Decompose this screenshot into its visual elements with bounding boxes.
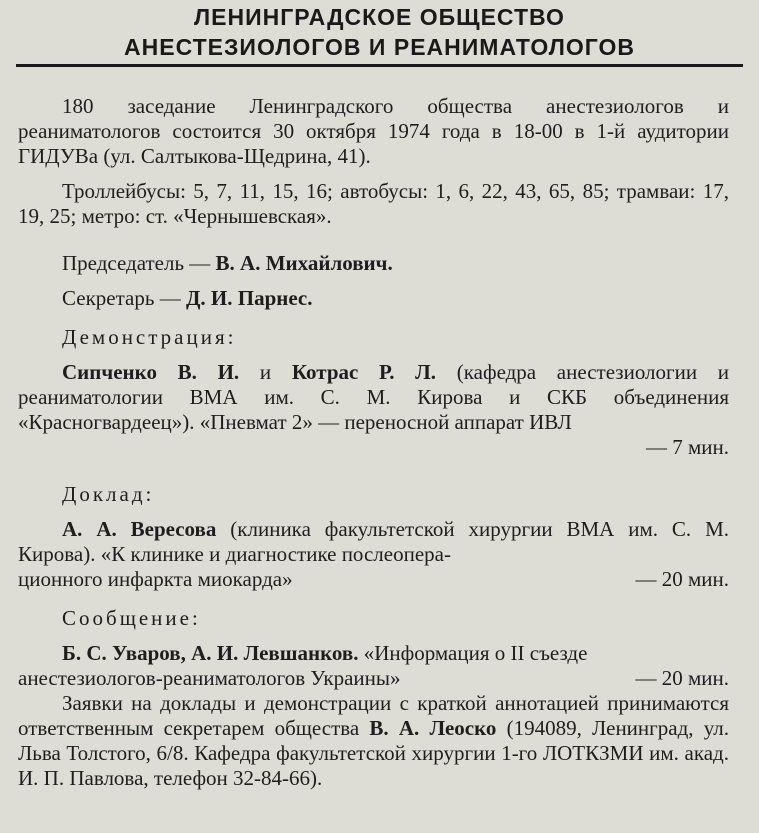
- title-divider: [16, 64, 743, 67]
- message-duration: — 20 мин.: [635, 666, 729, 690]
- secretary-name: Д. И. Парнес.: [185, 286, 313, 310]
- report-heading: Доклад:: [62, 482, 155, 506]
- report-text-tail: ционного инфаркта миокарда»: [18, 567, 293, 591]
- message-heading: Сообщение:: [62, 606, 201, 630]
- title-line-1: ЛЕНИНГРАДСКОЕ ОБЩЕСТВО: [194, 4, 565, 30]
- footer-text-b: (194089, Ленинград, ул. Льва Толстого, 6/8. Кафедра факультетской хирургии 1-го ЛОТКЗМИ им. акад. И. П. Павлова, телефон 32-84-66).: [18, 716, 730, 790]
- report-last-line: [18, 567, 729, 592]
- demonstration-author-1: Сипченко В. И.: [62, 360, 240, 384]
- secretary-line: [18, 286, 729, 311]
- message-last-line: [18, 666, 729, 691]
- demonstration-duration: — 7 мин.: [645, 435, 729, 459]
- demonstration-author-2: Котрас Р. Л.: [291, 360, 437, 384]
- chair-name: В. А. Михайлович.: [215, 251, 393, 275]
- message-paragraph: [18, 641, 729, 666]
- message-text-tail: анестезиологов-реаниматологов Украины»: [18, 666, 401, 690]
- report-author: А. А. Вересова: [62, 517, 217, 541]
- demonstration-heading: Демонстрация:: [62, 325, 237, 349]
- chair-label: Председатель —: [62, 251, 211, 275]
- transport-paragraph: Троллейбусы: 5, 7, 11, 15, 16; автобусы: 1, 6, 22, 43, 65, 85; трамваи: 17, 19, 25; метро: ст. «Чернышевская».: [18, 179, 729, 228]
- footer-name: В. А. Леоско: [369, 716, 497, 740]
- footer-text-a: Заявки на доклады и демонстрации с краткой аннотацией принимаются ответственным секретарем общества: [18, 691, 729, 740]
- title-line-2: АНЕСТЕЗИОЛОГОВ И РЕАНИМАТОЛОГОВ: [124, 34, 635, 60]
- footer-paragraph: [18, 691, 729, 791]
- demonstration-text: (кафедра анестезиологии и реаниматологии ВМА им. С. М. Кирова и СКБ объединения «Красногвардеец»). «Пневмат 2» — переносной аппарат ИВЛ: [18, 360, 730, 434]
- demonstration-paragraph: [18, 360, 729, 435]
- report-duration: — 20 мин.: [635, 567, 729, 591]
- document-body: [18, 94, 729, 791]
- message-text: «Информация о II съезде: [363, 641, 588, 665]
- page-title: [0, 0, 759, 62]
- chair-line: [18, 251, 729, 276]
- report-text: (клиника факультетской хирургии ВМА им. С. М. Кирова). «К клинике и диагностике послеопера-: [18, 517, 729, 566]
- message-authors: Б. С. Уваров, А. И. Левшанков.: [62, 641, 359, 665]
- secretary-label: Секретарь —: [62, 286, 181, 310]
- report-paragraph: [18, 517, 729, 567]
- demonstration-and: и: [259, 360, 272, 384]
- announcement-paragraph: 180 заседание Ленинградского общества анестезиологов и реаниматологов состоится 30 октября 1974 года в 18-00 в 1-й аудитории ГИДУВа (ул. Салтыкова-Щедрина, 41).: [18, 94, 729, 168]
